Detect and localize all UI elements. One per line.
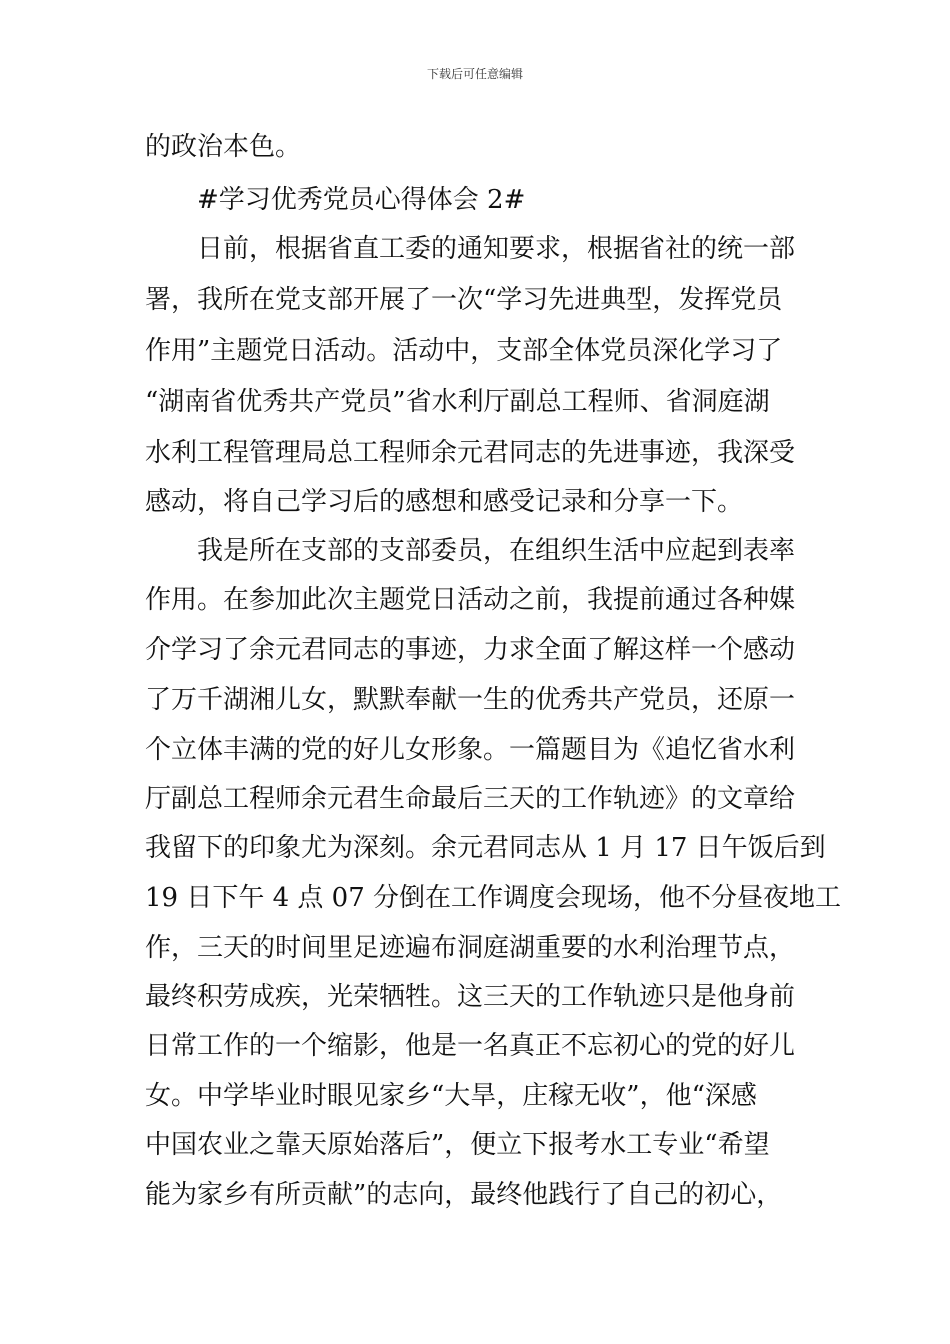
text-line: 中国农业之靠天原始落后”，便立下报考水工专业“希望 xyxy=(145,1130,770,1160)
page-header-note: 下载后可任意编辑 xyxy=(426,67,523,81)
text-line: 署，我所在党支部开展了一次“学习先进典型，发挥党员 xyxy=(145,285,783,315)
text-line: 厅副总工程师余元君生命最后三天的工作轨迹》的文章给 xyxy=(145,784,796,814)
text-line: 作用”主题党日活动。活动中，支部全体党员深化学习了 xyxy=(145,336,783,366)
text-line: 能为家乡有所贡献”的志向，最终他践行了自己的初心， xyxy=(145,1180,783,1210)
text-line: 介学习了余元君同志的事迹，力求全面了解这样一个感动 xyxy=(145,635,796,665)
text-line: 水利工程管理局总工程师余元君同志的先进事迹，我深受 xyxy=(145,438,796,468)
text-line: 最终积劳成疾，光荣牺牲。这三天的工作轨迹只是他身前 xyxy=(145,982,796,1012)
text-line: 的政治本色。 xyxy=(145,132,302,162)
section-heading: #学习优秀党员心得体会 2# xyxy=(197,185,526,215)
text-line: 女。中学毕业时眼见家乡“大旱，庄稼无收”，他“深感 xyxy=(145,1081,757,1111)
text-line: 作，三天的时间里足迹遍布洞庭湖重要的水利治理节点， xyxy=(145,933,796,963)
text-line: 我是所在支部的支部委员，在组织生活中应起到表率 xyxy=(197,536,796,566)
text-line: 作用。在参加此次主题党日活动之前，我提前通过各种媒 xyxy=(145,585,796,615)
text-line: 日常工作的一个缩影，他是一名真正不忘初心的党的好儿 xyxy=(145,1031,796,1061)
text-line: 个立体丰满的党的好儿女形象。一篇题目为《追忆省水利 xyxy=(145,735,796,765)
text-line: 感动，将自己学习后的感想和感受记录和分享一下。 xyxy=(145,487,744,517)
text-line: 19 日下午 4 点 07 分倒在工作调度会现场，他不分昼夜地工 xyxy=(145,883,842,913)
text-line: 了万千湖湘儿女，默默奉献一生的优秀共产党员，还原一 xyxy=(145,685,796,715)
text-line: “湖南省优秀共产党员”省水利厅副总工程师、省洞庭湖 xyxy=(145,387,770,417)
text-line: 日前，根据省直工委的通知要求，根据省社的统一部 xyxy=(197,234,796,264)
text-line: 我留下的印象尤为深刻。余元君同志从 1 月 17 日午饭后到 xyxy=(145,833,826,863)
